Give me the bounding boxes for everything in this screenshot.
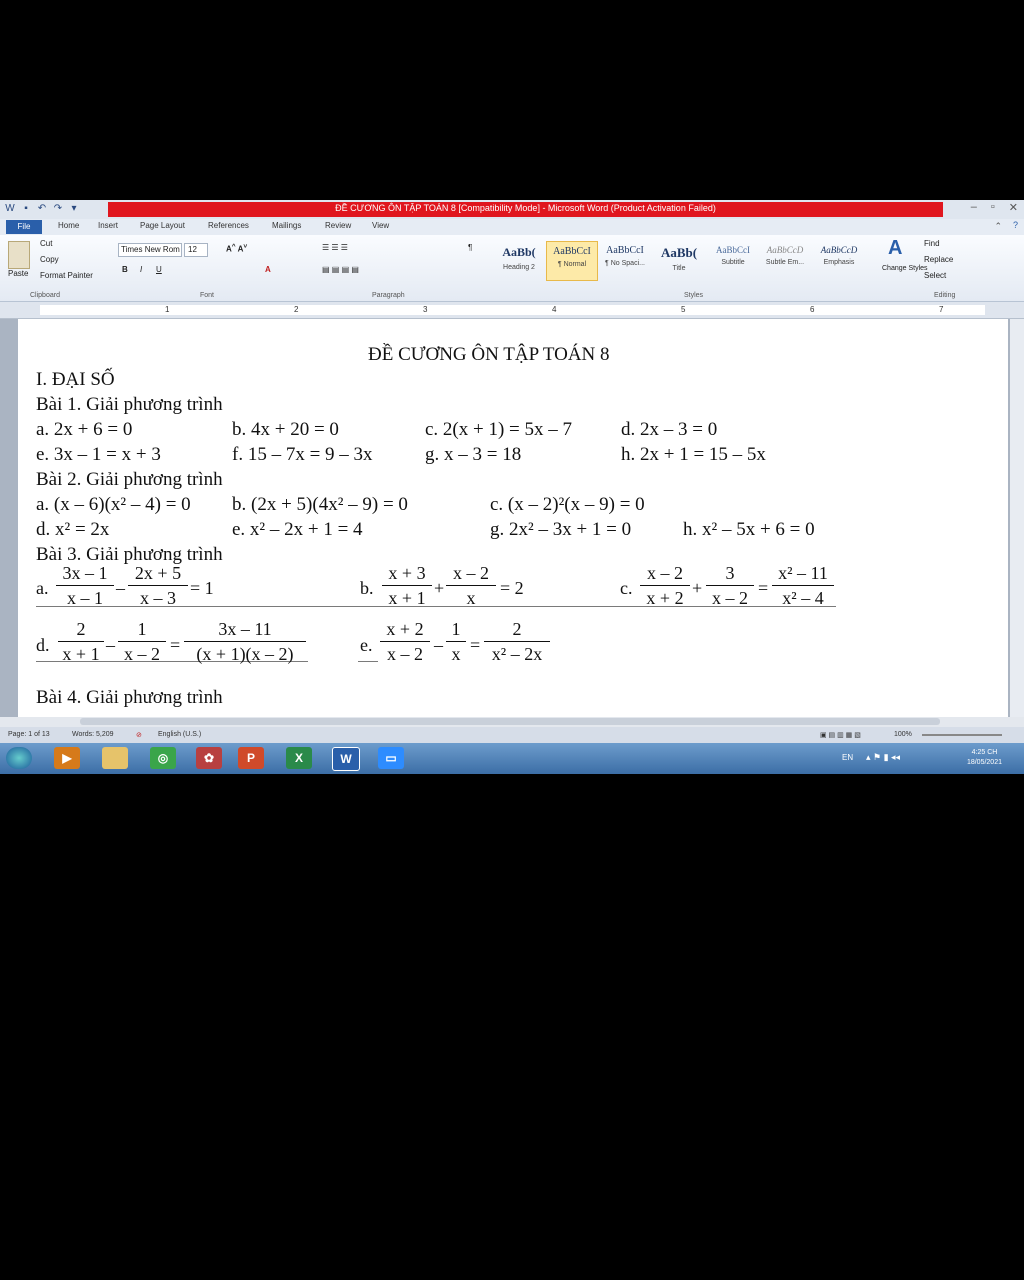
document-page[interactable] bbox=[18, 319, 1008, 717]
word-icon[interactable]: W bbox=[332, 747, 360, 771]
bai3-d-label: d. bbox=[36, 635, 50, 655]
ruler[interactable] bbox=[0, 302, 1024, 319]
format-painter-button[interactable]: Format Painter bbox=[40, 271, 93, 280]
underline-button[interactable]: U bbox=[156, 265, 162, 274]
fraction bbox=[484, 619, 550, 665]
title-bar bbox=[0, 200, 1024, 219]
style-emphasis[interactable] bbox=[814, 241, 864, 279]
ruler-number: 3 bbox=[423, 305, 428, 314]
start-button[interactable] bbox=[6, 747, 32, 769]
style-sample: AaBbCcD bbox=[820, 245, 858, 255]
style-sample: AaBbCcD bbox=[766, 245, 804, 255]
bai4-heading: Bài 4. Giải phương trình bbox=[36, 687, 223, 708]
clipboard-group-label: Clipboard bbox=[30, 292, 60, 299]
bai1-item: h. 2x + 1 = 15 – 5x bbox=[621, 444, 766, 465]
align-icons[interactable]: ▤ ▤ ▤ ▤ bbox=[322, 265, 359, 274]
quick-access-toolbar bbox=[4, 202, 80, 215]
tab-page-layout[interactable]: Page Layout bbox=[140, 221, 185, 230]
document-area bbox=[0, 319, 1024, 717]
numerator: 2 bbox=[58, 619, 104, 642]
taskbar bbox=[0, 743, 1024, 774]
page-indicator[interactable]: Page: 1 of 13 bbox=[8, 731, 50, 738]
word-count[interactable]: Words: 5,209 bbox=[72, 731, 114, 738]
style-name: Heading 2 bbox=[503, 264, 535, 271]
italic-button[interactable]: I bbox=[140, 265, 143, 274]
operator: – bbox=[116, 578, 125, 598]
change-styles-icon[interactable]: A bbox=[888, 237, 903, 259]
paste-button[interactable]: Paste bbox=[8, 269, 29, 278]
style-sample: AaBbCcI bbox=[606, 245, 644, 256]
proofing-icon[interactable]: ⊘ bbox=[136, 732, 142, 739]
bai1-item: d. 2x – 3 = 0 bbox=[621, 419, 718, 440]
style-normal[interactable] bbox=[546, 241, 598, 281]
clock[interactable] bbox=[967, 748, 1002, 768]
tab-references[interactable]: References bbox=[208, 221, 249, 230]
underline bbox=[358, 661, 378, 662]
style-name: Emphasis bbox=[823, 259, 855, 266]
cut-button[interactable]: Cut bbox=[40, 239, 53, 248]
media-player-icon[interactable]: ▶ bbox=[54, 747, 80, 769]
bai1-heading: Bài 1. Giải phương trình bbox=[36, 394, 223, 415]
numerator: x + 2 bbox=[380, 619, 430, 642]
rhs: = 1 bbox=[190, 578, 214, 598]
style-no-spacing[interactable] bbox=[600, 241, 650, 279]
bai2-item: b. (2x + 5)(4x² – 9) = 0 bbox=[232, 494, 408, 515]
numerator: x – 2 bbox=[640, 563, 690, 586]
numerator: x² – 11 bbox=[772, 563, 834, 586]
numerator: 1 bbox=[446, 619, 466, 642]
font-size-value: 12 bbox=[188, 245, 197, 254]
numerator: 3x – 1 bbox=[56, 563, 114, 586]
numerator: 3x – 11 bbox=[184, 619, 306, 642]
font-color-button[interactable]: A bbox=[265, 265, 271, 274]
pilcrow-icon[interactable]: ¶ bbox=[468, 243, 473, 252]
denominator: x – 2 bbox=[124, 644, 160, 664]
bai1-item: a. 2x + 6 = 0 bbox=[36, 419, 133, 440]
replace-button[interactable]: Replace bbox=[924, 255, 954, 264]
ruler-number: 6 bbox=[810, 305, 815, 314]
section-heading: I. ĐẠI SỐ bbox=[36, 369, 115, 390]
underline bbox=[36, 606, 626, 607]
fraction bbox=[446, 563, 496, 609]
close-button[interactable]: ✕ bbox=[1008, 202, 1018, 214]
bai2-item: d. x² = 2x bbox=[36, 519, 110, 540]
bai2-heading: Bài 2. Giải phương trình bbox=[36, 469, 223, 490]
minimize-button[interactable]: – bbox=[970, 201, 977, 213]
bai3-e-label: e. bbox=[360, 635, 373, 655]
denominator: x + 1 bbox=[388, 588, 426, 608]
denominator: x bbox=[466, 588, 476, 608]
bai2-item: h. x² – 5x + 6 = 0 bbox=[683, 519, 815, 540]
font-name-box[interactable] bbox=[118, 243, 182, 257]
denominator: x – 3 bbox=[140, 588, 176, 608]
horizontal-scrollbar[interactable] bbox=[0, 717, 1024, 727]
tray-icons[interactable]: ▴ ⚑ ▮ ◂◂ bbox=[866, 752, 901, 762]
styles-group-label: Styles bbox=[684, 292, 704, 299]
bai2-item: e. x² – 2x + 1 = 4 bbox=[232, 519, 363, 540]
tab-home[interactable]: Home bbox=[58, 221, 80, 230]
denominator: x² – 2x bbox=[491, 644, 543, 664]
window-title: ĐỀ CƯƠNG ÔN TẬP TOÁN 8 [Compatibility Mode] - Microsoft Word (Product Activation Failed) bbox=[335, 203, 716, 213]
bold-button[interactable]: B bbox=[122, 265, 128, 274]
paragraph-group-label: Paragraph bbox=[372, 292, 405, 299]
title-highlight bbox=[108, 202, 943, 217]
word-window bbox=[0, 200, 1024, 774]
zoom-app-icon[interactable]: ▭ bbox=[378, 747, 404, 769]
font-size-box[interactable] bbox=[184, 243, 208, 257]
excel-icon[interactable]: X bbox=[286, 747, 312, 769]
zoom-slider[interactable] bbox=[922, 734, 1002, 736]
style-sample: AaBb( bbox=[660, 245, 698, 260]
fraction bbox=[184, 619, 306, 665]
fraction bbox=[128, 563, 188, 609]
redo-icon[interactable]: ↷ bbox=[53, 203, 63, 214]
chrome-icon[interactable]: ◎ bbox=[150, 747, 176, 769]
numerator: x + 3 bbox=[382, 563, 432, 586]
language-indicator[interactable]: English (U.S.) bbox=[158, 731, 202, 738]
editing-group-label: Editing bbox=[934, 292, 956, 299]
scroll-thumb[interactable] bbox=[80, 718, 940, 725]
numerator: 2x + 5 bbox=[128, 563, 188, 586]
style-name: Subtle Em... bbox=[765, 259, 805, 266]
denominator: x – 2 bbox=[387, 644, 423, 664]
ruler-number: 1 bbox=[165, 305, 170, 314]
style-name: Subtitle bbox=[721, 259, 745, 266]
clock-time: 4:25 CH bbox=[971, 749, 998, 756]
maximize-button[interactable]: ▫ bbox=[990, 201, 995, 213]
denominator: x + 1 bbox=[62, 644, 100, 664]
document-title: ĐỀ CƯƠNG ÔN TẬP TOÁN 8 bbox=[368, 344, 610, 365]
operator: + bbox=[692, 578, 703, 598]
font-name-value: Times New Rom bbox=[121, 245, 180, 254]
fraction bbox=[706, 563, 754, 609]
ruler-track bbox=[40, 305, 985, 315]
bai1-item: e. 3x – 1 = x + 3 bbox=[36, 444, 161, 465]
copy-button[interactable]: Copy bbox=[40, 255, 59, 264]
style-heading2[interactable] bbox=[494, 241, 544, 279]
operator: = bbox=[170, 635, 181, 655]
language-tray[interactable]: EN bbox=[842, 753, 854, 762]
denominator: x bbox=[451, 644, 461, 664]
operator: – bbox=[434, 635, 443, 655]
tab-review[interactable]: Review bbox=[325, 221, 352, 230]
fraction bbox=[382, 563, 432, 609]
bai2-item: c. (x – 2)²(x – 9) = 0 bbox=[490, 494, 645, 515]
ruler-number: 2 bbox=[294, 305, 299, 314]
fraction bbox=[58, 619, 104, 665]
tab-mailings[interactable]: Mailings bbox=[272, 221, 302, 230]
bai1-item: b. 4x + 20 = 0 bbox=[232, 419, 339, 440]
denominator: x + 2 bbox=[646, 588, 684, 608]
rhs: = 2 bbox=[500, 578, 524, 598]
ribbon bbox=[0, 235, 1024, 302]
denominator: x² – 4 bbox=[782, 588, 824, 608]
numerator: 3 bbox=[706, 563, 754, 586]
style-title[interactable] bbox=[654, 241, 704, 279]
paste-icon[interactable] bbox=[8, 241, 30, 269]
view-buttons-icon[interactable]: ▣ ▤ ▥ ▦ ▧ bbox=[820, 732, 861, 739]
fraction bbox=[772, 563, 834, 609]
customize-qat-icon[interactable]: ▾ bbox=[71, 203, 77, 214]
numerator: 1 bbox=[118, 619, 166, 642]
select-button[interactable]: Select bbox=[924, 271, 947, 280]
bai1-item: c. 2(x + 1) = 5x – 7 bbox=[425, 419, 573, 440]
bai3-b-label: b. bbox=[360, 578, 374, 598]
numerator: 2 bbox=[484, 619, 550, 642]
fraction bbox=[446, 619, 466, 665]
style-sample: AaBbCcI bbox=[553, 246, 591, 257]
paint-icon[interactable]: ✿ bbox=[196, 747, 222, 769]
equals: = bbox=[470, 635, 481, 655]
bai1-item: g. x – 3 = 18 bbox=[425, 444, 522, 465]
fraction bbox=[380, 619, 430, 665]
tab-insert[interactable]: Insert bbox=[98, 221, 119, 230]
clock-date: 18/05/2021 bbox=[966, 759, 1002, 766]
numerator: x – 2 bbox=[446, 563, 496, 586]
bai3-c-label: c. bbox=[620, 578, 633, 598]
denominator: (x + 1)(x – 2) bbox=[196, 644, 294, 664]
fraction bbox=[640, 563, 690, 609]
style-sample: AaBbCcI bbox=[716, 245, 750, 255]
grow-font-icon[interactable]: A^ A˅ bbox=[226, 243, 248, 254]
status-bar bbox=[0, 727, 1024, 743]
word-logo-icon: W bbox=[5, 203, 15, 214]
bai1-item: f. 15 – 7x = 9 – 3x bbox=[232, 444, 373, 465]
ribbon-tabs bbox=[0, 219, 1024, 235]
ribbon-minimize-icon[interactable]: ⌃ bbox=[994, 221, 1002, 231]
tab-view[interactable]: View bbox=[372, 221, 390, 230]
denominator: x – 2 bbox=[712, 588, 748, 608]
ruler-number: 5 bbox=[681, 305, 686, 314]
vertical-scrollbar[interactable] bbox=[1010, 319, 1024, 717]
style-name: ¶ Normal bbox=[557, 261, 587, 268]
operator: – bbox=[106, 635, 115, 655]
style-subtle-emphasis[interactable] bbox=[760, 241, 810, 279]
powerpoint-icon[interactable]: P bbox=[238, 747, 264, 769]
fraction bbox=[56, 563, 114, 609]
bai2-item: g. 2x² – 3x + 1 = 0 bbox=[490, 519, 632, 540]
zoom-level[interactable]: 100% bbox=[894, 731, 912, 738]
ruler-number: 4 bbox=[552, 305, 557, 314]
style-sample: AaBb( bbox=[502, 245, 536, 259]
bullets-icon[interactable]: ☰ ☰ ☰ bbox=[322, 243, 348, 252]
ruler-number: 7 bbox=[939, 305, 944, 314]
operator: + bbox=[434, 578, 445, 598]
file-explorer-icon[interactable] bbox=[102, 747, 128, 769]
window-controls bbox=[971, 201, 1018, 214]
help-icon[interactable]: ? bbox=[1012, 220, 1018, 230]
tab-file[interactable]: File bbox=[6, 220, 42, 234]
style-name: ¶ No Spaci... bbox=[605, 260, 645, 267]
equals: = bbox=[758, 578, 769, 598]
bai2-item: a. (x – 6)(x² – 4) = 0 bbox=[36, 494, 191, 515]
save-icon[interactable]: ▪ bbox=[24, 203, 28, 214]
style-name: Title bbox=[672, 265, 686, 272]
bai3-a-label: a. bbox=[36, 578, 49, 598]
undo-icon[interactable]: ↶ bbox=[37, 203, 47, 214]
bai3-heading: Bài 3. Giải phương trình bbox=[36, 544, 223, 565]
fraction bbox=[118, 619, 166, 665]
change-styles-button[interactable]: Change Styles bbox=[882, 265, 928, 272]
denominator: x – 1 bbox=[67, 588, 103, 608]
style-subtitle[interactable] bbox=[708, 241, 758, 279]
find-button[interactable]: Find bbox=[924, 239, 940, 248]
font-group-label: Font bbox=[200, 292, 215, 299]
